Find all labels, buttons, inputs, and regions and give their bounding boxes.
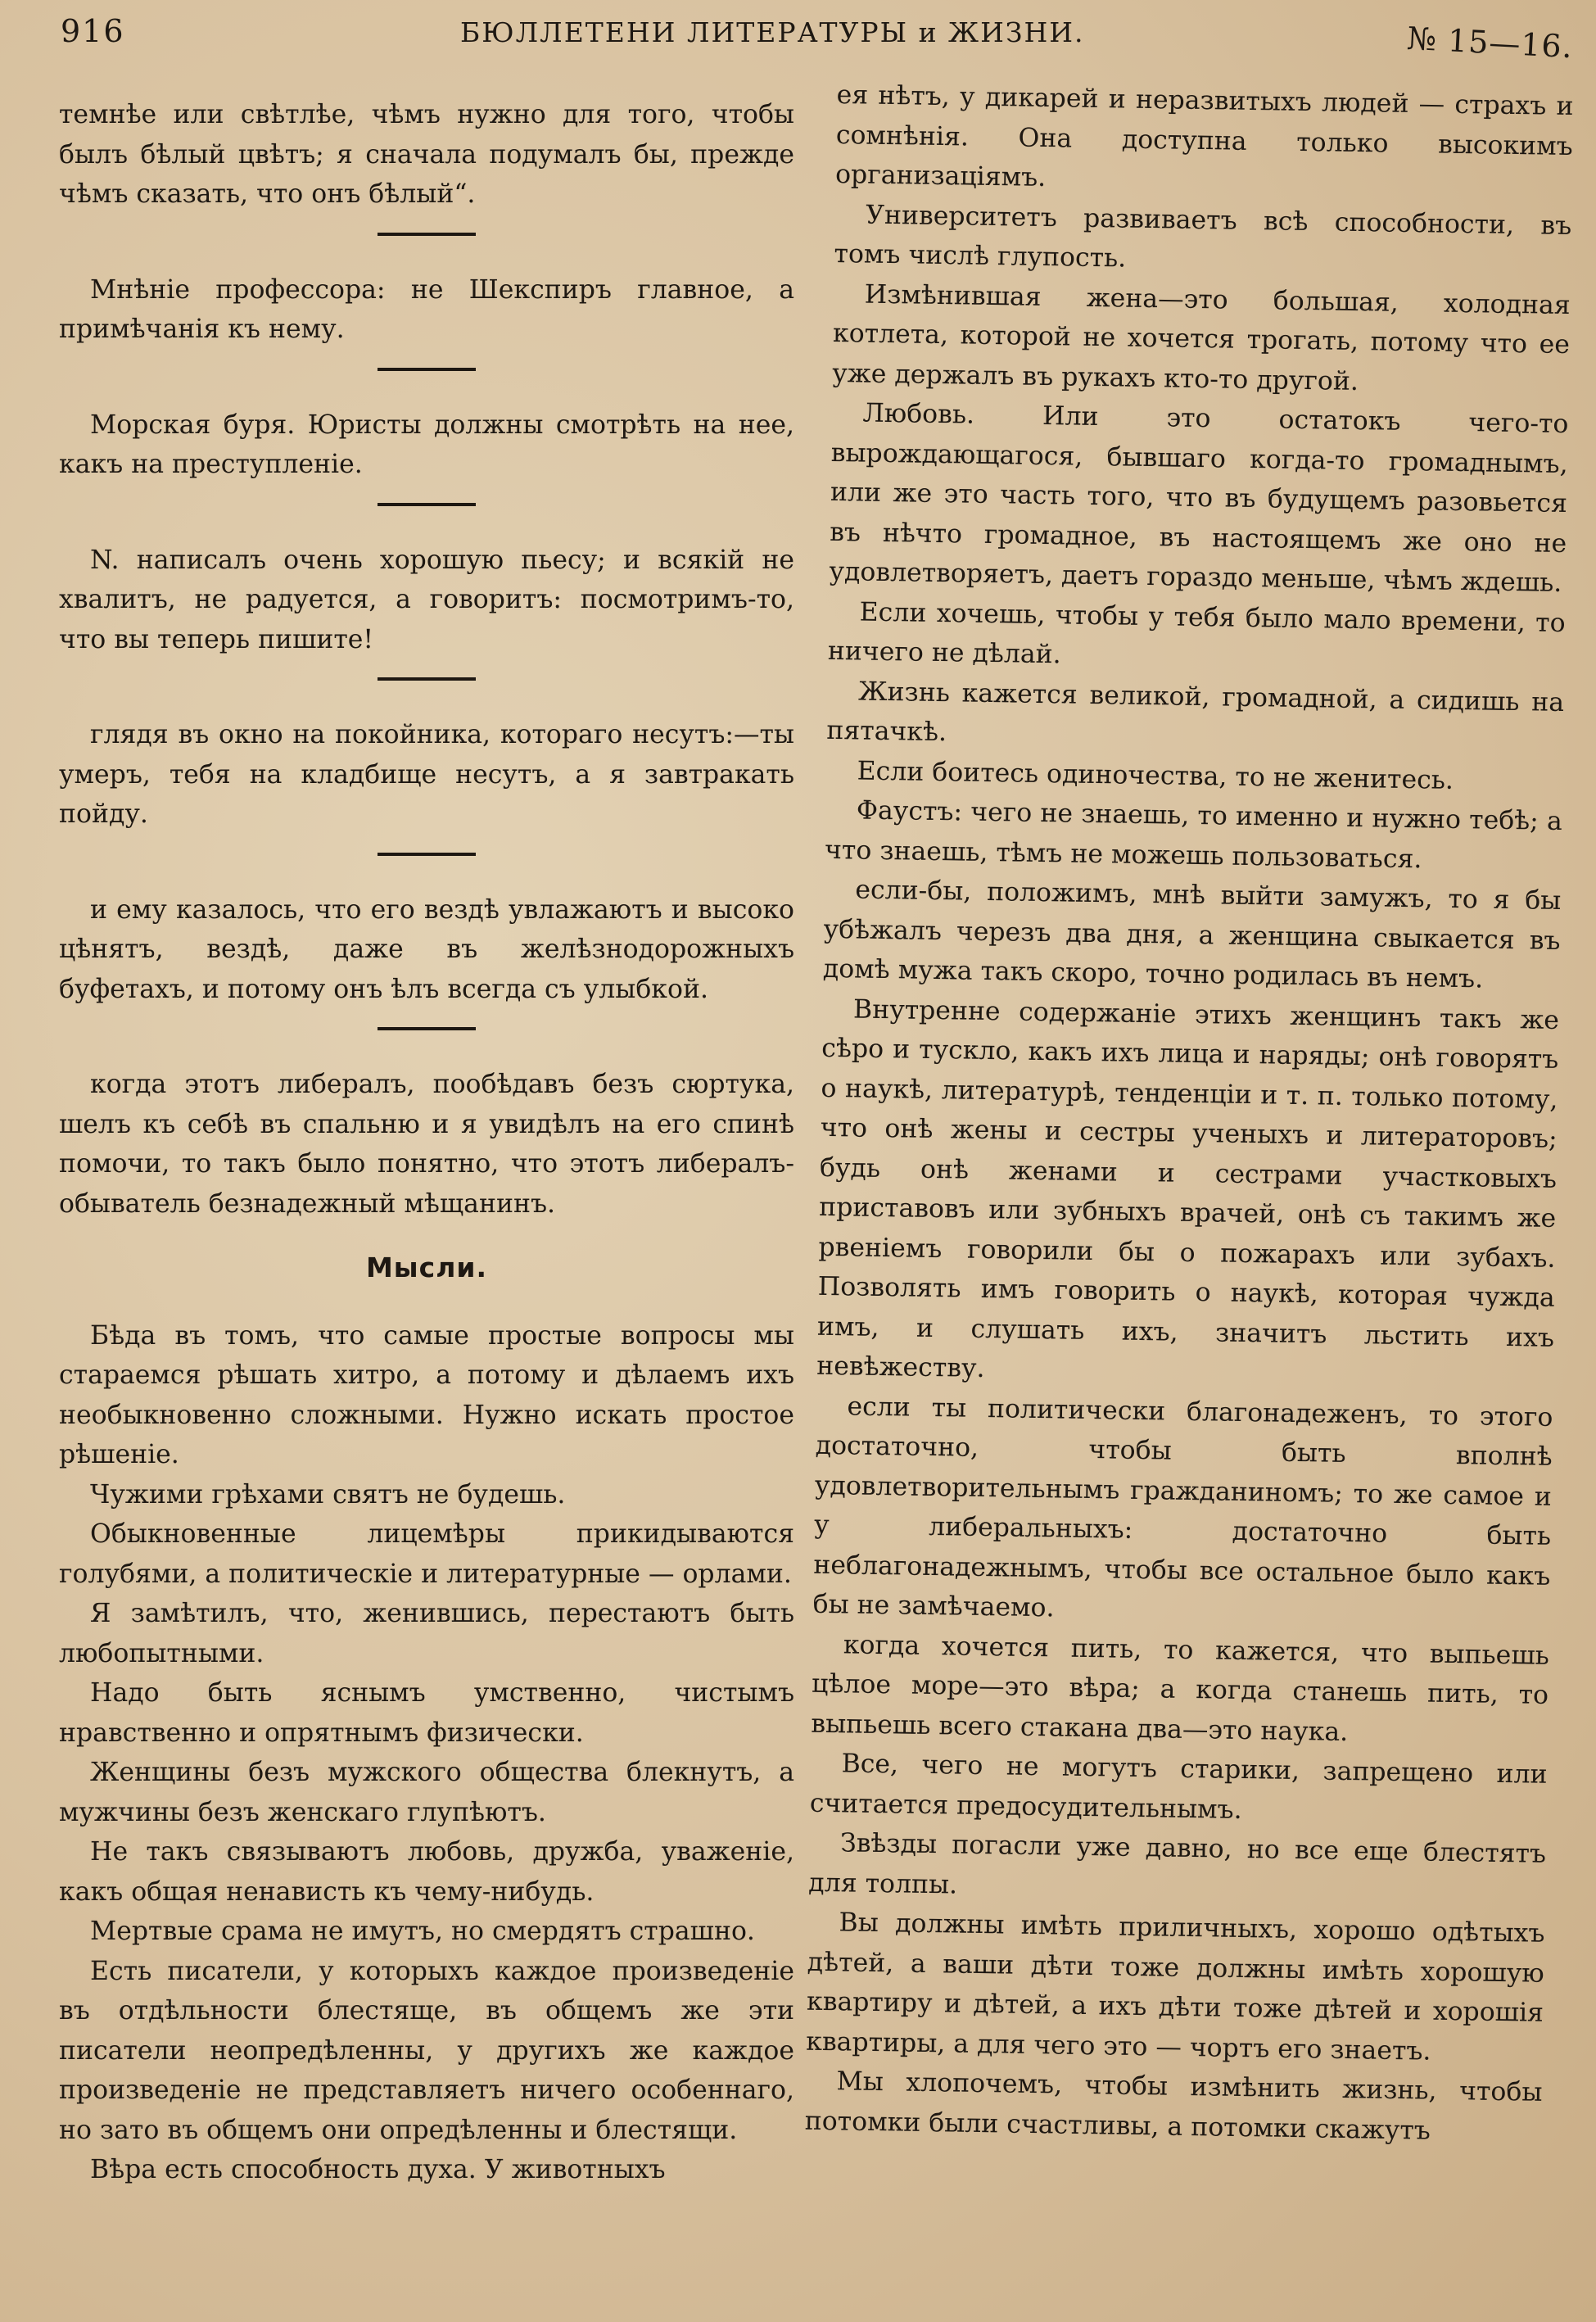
paragraph: темнѣе или свѣтлѣе, чѣмъ нужно для того, чтобы былъ бѣлый цвѣтъ; я сначала подумалъ бы, прежде чѣмъ сказать, что онъ бѣлый“. [59, 100, 794, 209]
thought: Есть писатели, у которыхъ каждое произведеніе въ отдѣльности блестяще, въ общемъ же эти писатели неопредѣленны, у другихъ же каждое произведеніе не представляетъ ничего особеннаго, но зато въ общемъ они опредѣленны и блестящи. [59, 1956, 794, 2145]
thought: Если боитесь одиночества, то не женитесь. [857, 755, 1454, 795]
thought: Бѣда въ томъ, что самые простые вопросы мы стараемся рѣшать хитро, а потому и дѣлаемъ ихъ необыкновенно сложными. Нужно искать простое рѣшеніе. [59, 1320, 794, 1469]
left-column [59, 95, 794, 2190]
thought: Университетъ развиваетъ всѣ способности, въ томъ числѣ глупость. [834, 200, 1572, 274]
separator-rule [378, 1027, 476, 1030]
section-title: Мысли. [365, 1252, 488, 1283]
paragraph: N. написалъ очень хорошую пьесу; и всякій не хвалитъ, не радуется, а говоритъ: посмотримъ-то, что вы теперь пишите! [59, 545, 794, 654]
thought: Жизнь кажется великой, громадной, а сидишь на пятачкѣ. [826, 677, 1565, 748]
thought: если ты политически благонадеженъ, то этого достаточно, чтобы быть вполнѣ удовлетворительнымъ гражданиномъ; то же самое и у либеральныхъ: достаточно быть неблагонадежнымъ, чтобы все остальное было какъ бы не замѣчаемо. [812, 1391, 1553, 1623]
separator-rule [378, 853, 476, 856]
separator-rule [378, 368, 476, 371]
separator-rule [378, 503, 476, 506]
thought: Чужими грѣхами святъ не будешь. [90, 1479, 566, 1510]
paragraph: Мнѣніе профессора: не Шекспиръ главное, а примѣчанія къ нему. [59, 274, 794, 344]
thought: Обыкновенные лицемѣры прикидываются голубями, а политическіе и литературные — орлами. [59, 1519, 794, 1589]
thought: Надо быть яснымъ умственно, чистымъ нравственно и опрятнымъ физически. [59, 1678, 794, 1748]
thought: Вы должны имѣть приличныхъ, хорошо одѣтыхъ дѣтей, а ваши дѣти тоже должны имѣть хорошую квартиру и дѣтей, а ихъ дѣти тоже дѣтей и хорошія квартиры, а для чего это — чортъ его знаетъ. [806, 1908, 1545, 2066]
thought: Мы хлопочемъ, чтобы измѣнить жизнь, чтобы потомки были счастливы, а потомки скажутъ [804, 2066, 1543, 2146]
right-column [804, 75, 1574, 2152]
thought: Вѣра есть способность духа. У животныхъ [90, 2155, 666, 2184]
running-title: БЮЛЛЕТЕНИ ЛИТЕРАТУРЫ и ЖИЗНИ. [460, 16, 1085, 48]
text-columns [59, 79, 1574, 2322]
separator-rule [378, 233, 476, 236]
paragraph: и ему казалось, что его вездѣ увлажаютъ и высоко цѣнятъ, вездѣ, даже въ желѣзнодорожныхъ буфетахъ, и потому онъ ѣлъ всегда съ улыбкой. [59, 894, 794, 1004]
page-header [59, 10, 1575, 66]
thought: Женщины безъ мужского общества блекнутъ, а мужчины безъ женскаго глупѣютъ. [59, 1758, 794, 1827]
thought: когда хочется пить, то кажется, что выпьешь цѣлое море—это вѣра; а когда станешь пить, то выпьешь всего стакана два—это наука. [811, 1629, 1550, 1747]
thought: Я замѣтилъ, что, женившись, перестаютъ быть любопытными. [59, 1599, 794, 1668]
page-number: 916 [61, 13, 125, 49]
issue-number: № 15—16. [1406, 20, 1575, 66]
paragraph: когда этотъ либералъ, пообѣдавъ безъ сюртука, шелъ къ себѣ въ спальню и я увидѣлъ на его спинѣ помочи, то такъ было понятно, что этотъ либералъ-обыватель безнадежный мѣщанинъ. [59, 1070, 794, 1219]
thought: Фаустъ: чего не знаешь, то именно и нужно тебѣ; а что знаешь, тѣмъ не можешь пользоваться. [824, 795, 1563, 874]
thought: Звѣзды погасли уже давно, но все еще блестятъ для толпы. [808, 1828, 1547, 1900]
thought: Мертвые срама не имутъ, но смердятъ страшно. [90, 1917, 755, 1946]
thought: Не такъ связываютъ любовь, дружба, уваженіе, какъ общая ненависть къ чему-нибудь. [59, 1837, 794, 1907]
thought: ея нѣтъ, у дикарей и неразвитыхъ людей — страхъ и сомнѣнія. Она доступна только высокимъ организаціямъ. [834, 79, 1574, 193]
thought: Все, чего не могутъ старики, запрещено или считается предосудительнымъ. [809, 1749, 1548, 1825]
paragraph: глядя въ окно на покойника, котораго несутъ:—ты умеръ, тебя на кладбище несутъ, а я завтракать пойду. [59, 720, 794, 829]
paragraph: Морская буря. Юристы должны смотрѣть на нее, какъ на преступленіе. [59, 410, 794, 479]
thought: если-бы, положимъ, мнѣ выйти замужъ, то я бы убѣжалъ черезъ два дня, а женщина свыкается въ домѣ мужа такъ скоро, точно родилась въ немъ. [822, 875, 1562, 994]
thought: Измѣнившая жена—это большая, холодная котлета, которой не хочется трогать, потому что ее уже держалъ въ рукахъ кто-то другой. [832, 279, 1571, 396]
thought: Любовь. Или это остатокъ чего-то вырождающагося, бывшаго когда-то громаднымъ, или же это часть того, что въ будущемъ разовьется въ нѣчто громадное, въ настоящемъ же оно не удовлетворяетъ, даетъ гораздо меньше, чѣмъ ждешь. [829, 398, 1569, 598]
thought: Внутренне содержаніе этихъ женщинъ такъ же сѣро и тускло, какъ ихъ лица и наряды; онѣ говорятъ о наукѣ, литературѣ, тенденціи и т. п. только потому, что онѣ жены и сестры ученыхъ и литераторовъ; будь онѣ женами и сестрами участковыхъ приставовъ или зубныхъ врачей, онѣ съ такимъ же рвеніемъ говорили бы о пожарахъ или зубахъ. Позволять имъ говорить о наукѣ, которая чужда имъ, и слушать ихъ, значитъ льстить ихъ невѣжеству. [816, 994, 1560, 1384]
separator-rule [378, 677, 476, 681]
thought: Если хочешь, чтобы у тебя было мало времени, то ничего не дѣлай. [827, 597, 1566, 670]
